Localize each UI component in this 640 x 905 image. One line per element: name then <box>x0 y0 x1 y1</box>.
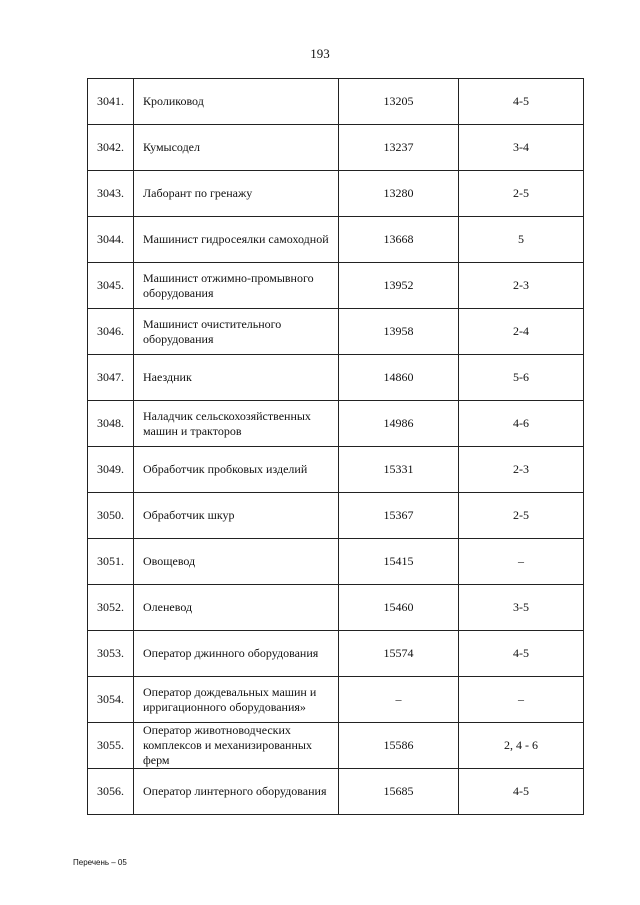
profession-name: Наездник <box>134 355 339 401</box>
table-row <box>88 631 584 677</box>
profession-code: 13668 <box>339 217 459 263</box>
profession-table <box>87 78 584 815</box>
profession-code: 14986 <box>339 401 459 447</box>
profession-name: Машинист очистительного оборудования <box>134 309 339 355</box>
row-number: 3041. <box>88 79 134 125</box>
row-number: 3042. <box>88 125 134 171</box>
profession-name: Кроликовод <box>134 79 339 125</box>
profession-name: Наладчик сельскохозяйственных машин и тракторов <box>134 401 339 447</box>
qualification-rank: 2-3 <box>459 447 584 493</box>
table-row <box>88 723 584 769</box>
row-number: 3056. <box>88 769 134 815</box>
row-number: 3051. <box>88 539 134 585</box>
table-body <box>88 79 584 815</box>
table-row <box>88 401 584 447</box>
qualification-rank: 2-3 <box>459 263 584 309</box>
table-row <box>88 769 584 815</box>
profession-code: 13958 <box>339 309 459 355</box>
profession-code: 13280 <box>339 171 459 217</box>
profession-code: 15574 <box>339 631 459 677</box>
row-number: 3048. <box>88 401 134 447</box>
profession-code: 15685 <box>339 769 459 815</box>
table-row <box>88 263 584 309</box>
page-number: 193 <box>310 46 330 61</box>
profession-code: 15586 <box>339 723 459 769</box>
profession-code: 14860 <box>339 355 459 401</box>
table-row <box>88 355 584 401</box>
row-number: 3053. <box>88 631 134 677</box>
row-number: 3045. <box>88 263 134 309</box>
row-number: 3047. <box>88 355 134 401</box>
profession-name: Лаборант по гренажу <box>134 171 339 217</box>
row-number: 3043. <box>88 171 134 217</box>
profession-name: Машинист отжимно-промывного оборудования <box>134 263 339 309</box>
table-row <box>88 447 584 493</box>
table-row <box>88 125 584 171</box>
qualification-rank: 2-5 <box>459 493 584 539</box>
profession-code: 13205 <box>339 79 459 125</box>
row-number: 3044. <box>88 217 134 263</box>
profession-name: Оператор животноводческих комплексов и механизированных ферм <box>134 723 339 769</box>
profession-name: Обработчик пробковых изделий <box>134 447 339 493</box>
row-number: 3050. <box>88 493 134 539</box>
profession-name: Обработчик шкур <box>134 493 339 539</box>
profession-code: 13952 <box>339 263 459 309</box>
table-row <box>88 539 584 585</box>
row-number: 3046. <box>88 309 134 355</box>
profession-name: Оператор джинного оборудования <box>134 631 339 677</box>
qualification-rank: 4-5 <box>459 769 584 815</box>
qualification-rank: 4-5 <box>459 631 584 677</box>
row-number: 3049. <box>88 447 134 493</box>
profession-code: 15367 <box>339 493 459 539</box>
table-row <box>88 309 584 355</box>
profession-name: Машинист гидросеялки самоходной <box>134 217 339 263</box>
qualification-rank: 5 <box>459 217 584 263</box>
table-row <box>88 677 584 723</box>
profession-code: 15331 <box>339 447 459 493</box>
table-row <box>88 585 584 631</box>
row-number: 3052. <box>88 585 134 631</box>
table-row <box>88 217 584 263</box>
qualification-rank: 5-6 <box>459 355 584 401</box>
profession-name: Оператор линтерного оборудования <box>134 769 339 815</box>
qualification-rank: 3-5 <box>459 585 584 631</box>
row-number: 3055. <box>88 723 134 769</box>
footer-label: Перечень – 05 <box>73 858 127 867</box>
profession-name: Кумысодел <box>134 125 339 171</box>
qualification-rank: – <box>459 539 584 585</box>
qualification-rank: 2-5 <box>459 171 584 217</box>
qualification-rank: 2-4 <box>459 309 584 355</box>
qualification-rank: 4-6 <box>459 401 584 447</box>
qualification-rank: 3-4 <box>459 125 584 171</box>
qualification-rank: 2, 4 - 6 <box>459 723 584 769</box>
row-number: 3054. <box>88 677 134 723</box>
qualification-rank: 4-5 <box>459 79 584 125</box>
profession-code: 15415 <box>339 539 459 585</box>
profession-code: – <box>339 677 459 723</box>
profession-name: Овощевод <box>134 539 339 585</box>
table-row <box>88 79 584 125</box>
table-row <box>88 171 584 217</box>
profession-name: Оператор дождевальных машин и ирригационного оборудования» <box>134 677 339 723</box>
profession-code: 15460 <box>339 585 459 631</box>
table-row <box>88 493 584 539</box>
qualification-rank: – <box>459 677 584 723</box>
profession-code: 13237 <box>339 125 459 171</box>
profession-name: Оленевод <box>134 585 339 631</box>
